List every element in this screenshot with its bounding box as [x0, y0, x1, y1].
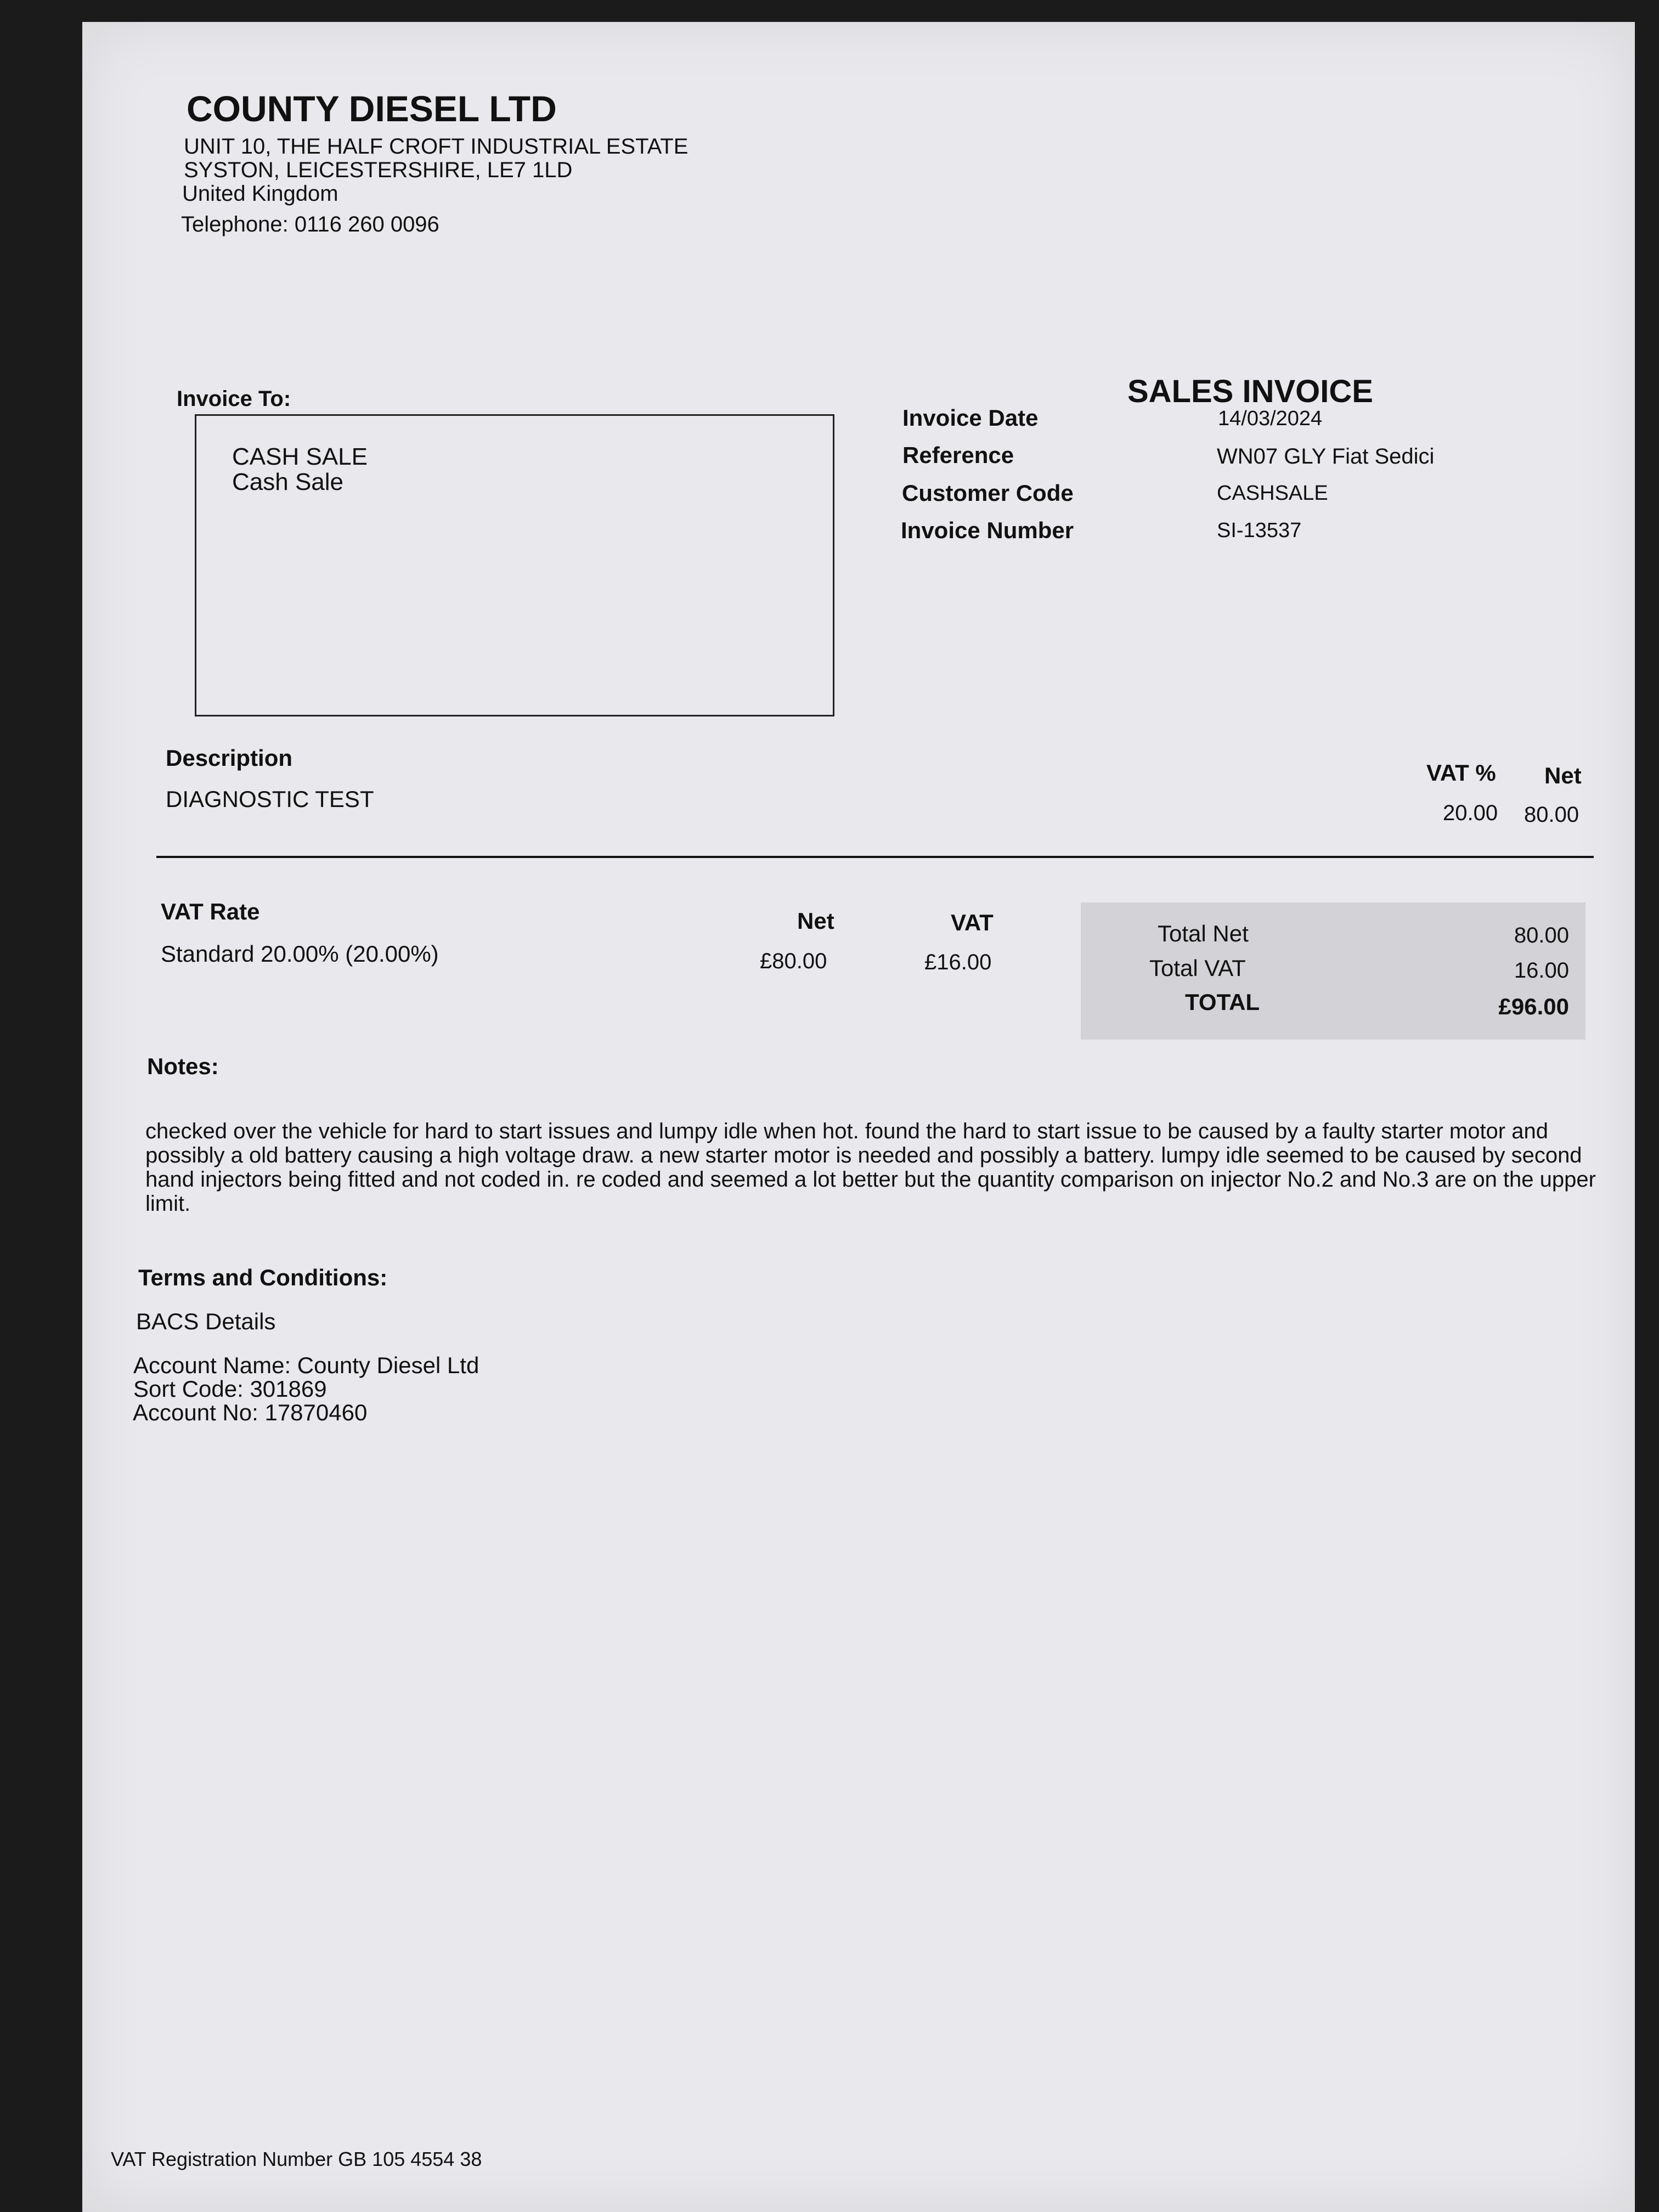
total-value: £96.00 — [1498, 994, 1569, 1019]
company-address-line1: UNIT 10, THE HALF CROFT INDUSTRIAL ESTATE — [184, 134, 689, 159]
vat-registration: VAT Registration Number GB 105 4554 38 — [111, 2148, 482, 2170]
customer-code-label: Customer Code — [902, 480, 1074, 506]
company-telephone: Telephone: 0116 260 0096 — [181, 212, 439, 236]
company-address-line2: SYSTON, LEICESTERSHIRE, LE7 1LD — [184, 158, 573, 182]
invoice-date-label: Invoice Date — [902, 405, 1039, 431]
invoice-to-line2: Cash Sale — [232, 469, 344, 495]
net-header: Net — [1544, 763, 1582, 788]
total-vat-label: Total VAT — [1149, 955, 1246, 981]
vat-rate-value: Standard 20.00% (20.00%) — [161, 941, 439, 967]
customer-code-value: CASHSALE — [1217, 482, 1328, 505]
vat-rate-header: VAT Rate — [161, 899, 260, 924]
description-header: Description — [166, 745, 293, 771]
terms-label: Terms and Conditions: — [138, 1265, 388, 1290]
reference-value: WN07 GLY Fiat Sedici — [1217, 444, 1435, 469]
invoice-paper — [82, 22, 1635, 2212]
invoice-to-box — [195, 414, 834, 716]
vat-summary-net-value: £80.00 — [760, 949, 827, 973]
vat-summary-vat-value: £16.00 — [924, 950, 992, 974]
invoice-to-label: Invoice To: — [177, 387, 291, 411]
line-item-description: DIAGNOSTIC TEST — [166, 786, 374, 812]
total-vat-value: 16.00 — [1514, 958, 1569, 983]
total-label: TOTAL — [1185, 989, 1260, 1015]
account-no: Account No: 17870460 — [133, 1400, 368, 1425]
bacs-details: BACS Details — [136, 1308, 276, 1334]
invoice-number-value: SI-13537 — [1217, 519, 1302, 542]
line-item-net: 80.00 — [1524, 803, 1579, 827]
company-address-line3: United Kingdom — [182, 182, 338, 206]
invoice-date-value: 14/03/2024 — [1218, 407, 1323, 430]
vat-pct-header: VAT % — [1426, 760, 1496, 786]
notes-label: Notes: — [147, 1053, 219, 1079]
company-name: COUNTY DIESEL LTD — [187, 88, 557, 129]
total-net-value: 80.00 — [1514, 923, 1569, 947]
totals-box — [1081, 902, 1585, 1040]
vat-summary-vat-header: VAT — [951, 910, 994, 935]
line-item-vat-pct: 20.00 — [1443, 801, 1498, 825]
total-net-label: Total Net — [1158, 921, 1249, 946]
reference-label: Reference — [902, 442, 1014, 468]
vat-summary-net-header: Net — [797, 908, 834, 934]
sort-code: Sort Code: 301869 — [133, 1376, 327, 1402]
invoice-number-label: Invoice Number — [901, 517, 1074, 543]
account-name: Account Name: County Diesel Ltd — [133, 1352, 479, 1378]
notes-text: checked over the vehicle for hard to start issues and lumpy idle when hot. found the hard to start issue to be caused by a faulty starter motor and possibly a old battery causing a high voltage draw. a new starter motor is needed and possibly a battery. lumpy idle seemed to be caused by second hand injectors being fitted and not coded in. re coded and seemed a lot better but the quantity comparison on injector No.2 and No.3 are on the upper limit. — [145, 1119, 1596, 1216]
invoice-title: SALES INVOICE — [1127, 374, 1373, 409]
line-items-divider — [156, 856, 1594, 858]
invoice-to-line1: CASH SALE — [232, 443, 368, 470]
